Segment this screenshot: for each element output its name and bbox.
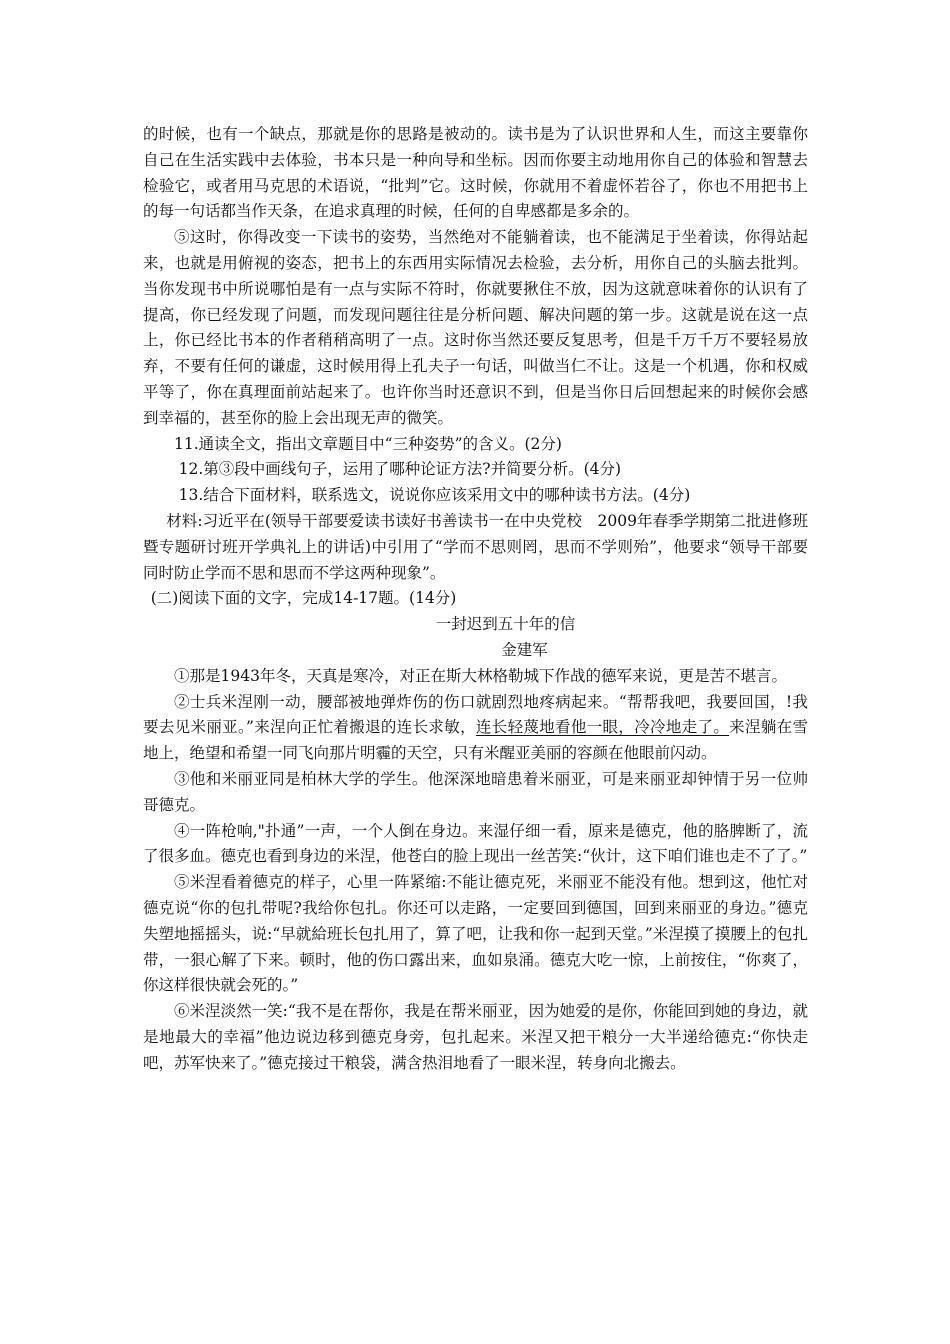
paragraph-5: ⑤这时，你得改变一下读书的姿势，当然绝对不能躺着读，也不能满足于坐着读，你得站起来，也就是用俯视的姿态，把书上的东西用实际情况去检验，去分析，用你自己的头脑去批判。当你发现书中所说哪怕是有一点与实际不符时，你就要揪住不放，因为这就意味着你的认识有了提高，你已经发现了问题，而发现问题往往是分析问题、解决问题的第一步。这就是说在这一点上，你已经比书本的作者稍稍高明了一点。这时你当然还要反复思考，但是千万千万不要轻易放弃，不要有任何的谦虚，这时候用得上孔夫子一句话，叫做当仁不让。这是一个机遇，你和权威平等了，你在真理面前站起来了。也许你当时还意识不到，但是当你日后回想起来的时候你会感到幸福的，甚至你的脸上会出现无声的微笑。 [143, 228, 808, 427]
section-heading: (二)阅读下面的文字，完成14-17题。(14分) [150, 589, 457, 608]
story-paragraph-3: ③他和米丽亚同是柏林大学的学生。他深深地暗患着米丽亚，可是来丽亚却钟情于另一位帅哥德克。 [143, 769, 808, 814]
story-paragraph-6: ⑥米涅淡然一笑:“我不是在帮你，我是在帮米丽亚，因为她爱的是你，你能回到她的身边，就是地最大的幸福”他边说边移到德克身旁，包扎起来。米涅又把干粮分一大半递给德克:“你快走吧，苏军快来了。”德克接过干粮袋，满含热泪地看了一眼米涅，转身向北搬去。 [143, 1002, 808, 1072]
question-13: 13.结合下面材料，联系选文，说说你应该采用文中的哪种读书方法。(4分) [178, 486, 691, 505]
story-paragraph-2-text-b: 来涅躺在雪地上，绝望和希望一同飞向那片明霾的天空，只有米醒亚美丽的容颜在他眼前闪动。 [143, 718, 808, 763]
paragraph-continuation: 的时候，也有一个缺点，那就是你的思路是被动的。读书是为了认识世界和人生，而这主要靠你自己在生活实践中去体验，书本只是一种向导和坐标。因而你要主动地用你自己的体验和智慧去检验它，或者用马克思的术语说，“批判”它。这时候，你就用不着虚怀若谷了，你也不用把书上的每一句话都当作天条，在追求真理的时候，任何的自卑感都是多余的。 [143, 125, 808, 221]
question-12: 12.第③段中画线句子，运用了哪种论证方法?并简要分析。(4分) [178, 460, 622, 479]
document-body [143, 122, 808, 1076]
underlined-sentence: 连长轻蔑地看他一眼，冷冷地走了。 [475, 718, 730, 737]
story-title: 一封迟到五十年的信 [435, 615, 576, 634]
story-paragraph-2 [143, 690, 808, 767]
story-paragraph-4: ④一阵枪响,"扑通”一声，一个人倒在身边。来湿仔细一看，原来是德克，他的胳脾断了，流了很多血。德克也看到身边的米涅，他苍白的脸上现出一丝苦笑:“伙计，这下咱们谁也走不了了。” [143, 821, 808, 866]
story-paragraph-5: ⑤米涅看着德克的样子，心里一阵紧缩:不能让德克死，米丽亚不能没有他。想到这，他忙对德克说“你的包扎带呢?我给你包扎。你还可以走路，一定要回到德国，回到来丽亚的身边。”德克失塑地摇摇头，说:“早就給班长包扎用了，算了吧，让我和你一起到天堂。”米涅摸了摸腰上的包扎带，一狠心解了下来。顿时，他的伤口露出来，血如泉涌。德克大吃一惊，上前按住，“你爽了，你这样很快就会死的。” [143, 873, 808, 995]
story-paragraph-2-text-a: ②士兵米涅刚一动，腰部被地弹炸伤的伤口就剧烈地疼病起来。“帮帮我吧，我要回国，!我要去见米丽亚。”来涅向正忙着搬退的连长求敏， [143, 692, 808, 737]
material-paragraph: 材料:习近平在(领导干部要爱读书读好书善读书一在中央党校 2009年春季学期第二批进修班暨专题研讨班开学典礼上的讲话)中引用了“学而不思则罔，思而不学则殆”，他要求“领导干部要同时防止学而不思和思而不学这两种现象”。 [143, 511, 808, 582]
story-author: 金建军 [501, 640, 548, 659]
story-paragraph-1: ①那是1943年冬，天真是寒冷，对正在斯大林格勒城下作战的德军来说，更是苦不堪言。 [174, 666, 787, 685]
question-11: 11.通读全文，指出文章题目中“三种姿势”的含义。(2分) [174, 434, 562, 453]
